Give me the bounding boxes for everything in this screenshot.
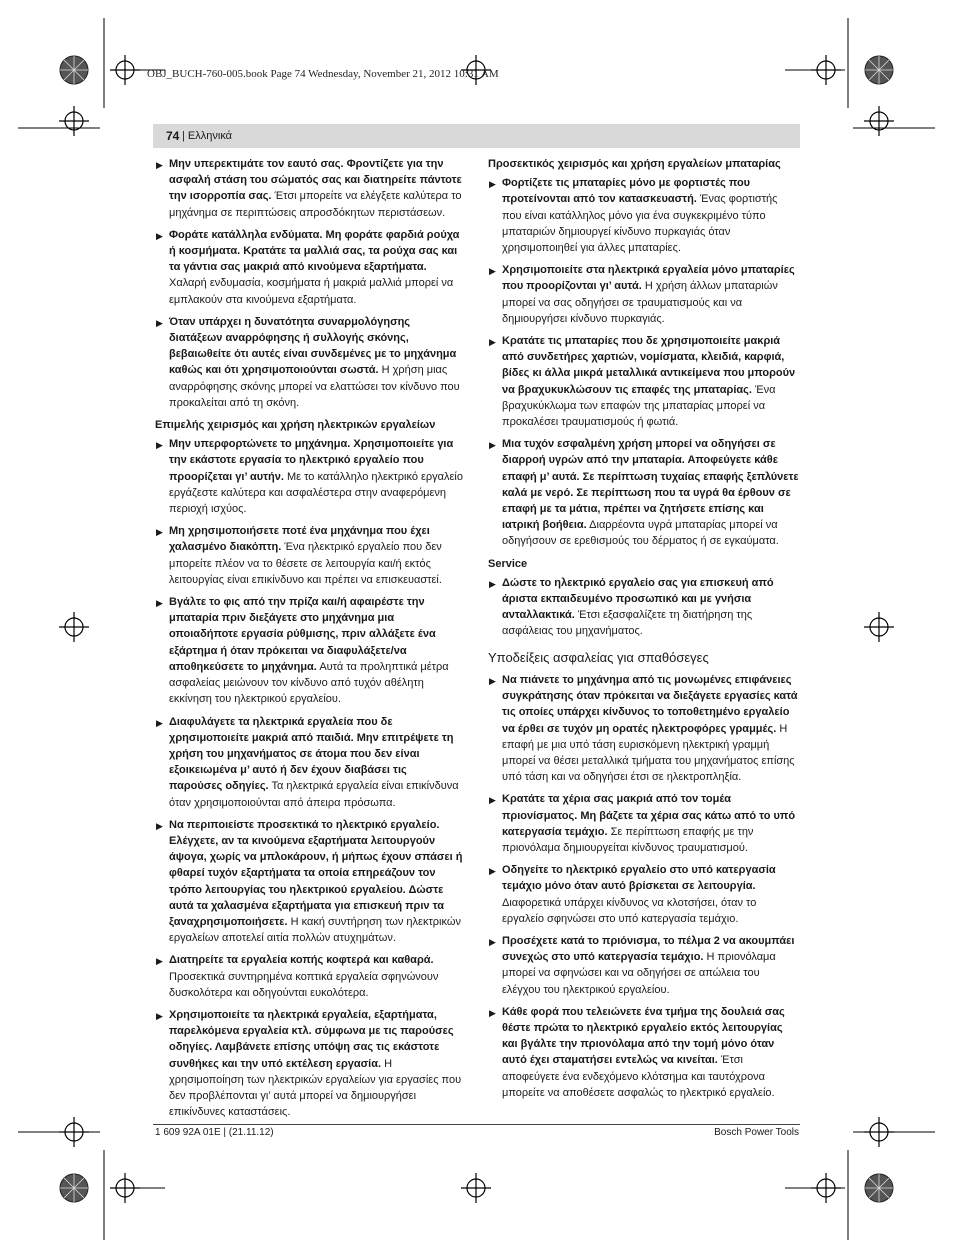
list-item: ▶ Φορτίζετε τις μπαταρίες μόνο με φορτιστές που προτείνονται από τον κατασκευαστή. Ένας φορτιστής που είναι κατάλληλος μόνο για ένα συγκεκριμένο τύπο μπαταριών δημιουργεί κίνδυνο πυρκαγιάς όταν χρησιμοποιηθεί για άλλες μπαταρίες. <box>489 177 778 255</box>
footer-divider <box>153 1124 800 1125</box>
footer-brand: Bosch Power Tools <box>714 1127 799 1138</box>
list-item: ▶ Προσέχετε κατά το πριόνισμα, το πέλμα 2 να ακουμπάει συνεχώς στο υπό κατεργασία τεμάχιο. Η πριονόλαμα μπορεί να σφηνώσει και να οδηγήσει σε απώλεια του ελέγχου του ηλεκτρικού εργαλείου. <box>489 934 795 996</box>
triangle-bullet-icon: ▶ <box>156 956 163 967</box>
page-number: 74 <box>166 129 180 143</box>
triangle-bullet-icon: ▶ <box>156 230 163 241</box>
section-title-saw-safety: Υποδείξεις ασφαλείας για σπαθόσεγες <box>488 649 709 665</box>
triangle-bullet-icon: ▶ <box>489 866 496 877</box>
triangle-bullet-icon: ▶ <box>489 675 496 686</box>
book-header-line: OBJ_BUCH-760-005.book Page 74 Wednesday, November 21, 2012 10:31 AM <box>147 68 499 80</box>
list-item: ▶ Χρησιμοποιείτε τα ηλεκτρικά εργαλεία, εξαρτήματα, παρελκόμενα εργαλεία κτλ. σύμφωνα με τις παρούσες οδηγίες. Λαμβάνετε επίσης υπόψη σας τις εκάστοτε συνθήκες και την υπό εκτέλεση εργασία. Η χρησιμοποίηση των ηλεκτρικών εργαλείων για εργασίες που δεν προβλέπονται γι’ αυτά μπορεί να δημιουργήσει επικίνδυνες καταστάσεις. <box>156 1008 462 1119</box>
triangle-bullet-icon: ▶ <box>489 440 496 451</box>
subheading-service: Service <box>488 557 528 570</box>
page-header-band <box>153 124 800 148</box>
list-item: ▶ Χρησιμοποιείτε στα ηλεκτρικά εργαλεία μόνο μπαταρίες που προορίζονται γι’ αυτά. Η χρήση άλλων μπαταριών μπορεί να σας οδηγήσει σε τραυματισμούς και να δημιουργήσει κίνδυνο πυρκαγιάς. <box>489 264 795 325</box>
triangle-bullet-icon: ▶ <box>156 1010 163 1021</box>
list-item: ▶ Να περιποιείστε προσεκτικά το ηλεκτρικό εργαλείο. Ελέγχετε, αν τα κινούμενα εξαρτήματα λειτουργούν άψογα, χωρίς να μπλοκάρουν, ή μήπως έχουν σπάσει ή φθαρεί τυχόν εξαρτήματα τα οποία επηρεάζουν τον τρόπο λειτουργίας του ηλεκτρικού εργαλείου. Δώστε αυτά τα χαλασμένα εξαρτήματα για επισκευή πριν τα ξαναχρησιμοποιήσετε. Η κακή συντήρηση των ηλεκτρικών εργαλείων αποτελεί αιτία πολλών ατυχημάτων. <box>156 818 463 945</box>
list-item: ▶ Διαφυλάγετε τα ηλεκτρικά εργαλεία που δε χρησιμοποιείτε μακριά από παιδιά. Μην επιτρέψετε τη χρήση του μηχανήματος σε άτομα που δεν είναι εξοικειωμένα μ’ αυτό ή δεν έχουν διαβάσει τις παρούσες οδηγίες. Τα ηλεκτρικά εργαλεία είναι επικίνδυνα όταν χρησιμοποιούνται από άπειρα πρόσωπα. <box>156 715 459 809</box>
list-item: ▶ Όταν υπάρχει η δυνατότητα συναρμολόγησης διατάξεων αναρρόφησης ή συλλογής σκόνης, βεβαιωθείτε ότι αυτές είναι συνδεμένες με το μηχάνημα καθώς και ότι χρησιμοποιούνται σωστά. Η χρήση μιας αναρρόφησης σκόνης μπορεί να ελαττώσει τον κίνδυνο που προκαλείται από τη σκόνη. <box>156 315 460 409</box>
right-column <box>488 156 800 1107</box>
triangle-bullet-icon: ▶ <box>489 578 496 589</box>
triangle-bullet-icon: ▶ <box>156 598 163 609</box>
triangle-bullet-icon: ▶ <box>489 1007 496 1018</box>
list-item: ▶ Κάθε φορά που τελειώνετε ένα τμήμα της δουλειά σας θέστε πρώτα το ηλεκτρικό εργαλείο εκτός λειτουργίας και βγάλτε την πριονόλαμα από την τομή μόνο όταν αυτό έχει σταματήσει εντελώς να κινείται. Έτσι αποφεύγετε ένα ενδεχόμενο κλότσημα και ταυτόχρονα μπορείτε να αποθέσετε ασφαλώς το ηλεκτρικό εργαλείο. <box>489 1005 785 1099</box>
list-item: ▶ Να πιάνετε το μηχάνημα από τις μονωμένες επιφάνειες συγκράτησης όταν πρόκειται να διεξάγετε εργασίες κατά τις οποίες υπάρχει κίνδυνος το τοποθετημένο εργαλείο να έρθει σε τυχόν μη ορατές ηλεκτροφόρες γραμμές. Η επαφή με μια υπό τάση ευρισκόμενη ηλεκτρική γραμμή μπορεί να θέσει μεταλλικά τμήματα του μηχανήματος επίσης υπό τάση και να οδηγήσει έτσι σε ηλεκτροπληξία. <box>489 673 798 784</box>
list-item: ▶ Μην υπερεκτιμάτε τον εαυτό σας. Φροντίζετε για την ασφαλή στάση του σώματός σας και διατηρείτε πάντοτε την ισορροπία σας. Έτσι μπορείτε να ελέγξετε καλύτερα το μηχάνημα σε περιπτώσεις απροσδόκητων περιστάσεων. <box>156 158 462 219</box>
triangle-bullet-icon: ▶ <box>156 160 163 170</box>
page-language: | Ελληνικά <box>182 130 233 142</box>
list-item: ▶ Μια τυχόν εσφαλμένη χρήση μπορεί να οδηγήσει σε διαρροή υγρών από την μπαταρία. Αποφεύγετε κάθε επαφή μ’ αυτά. Σε περίπτωση τυχαίας επαφής ξεπλύνετε καλά με νερό. Σε περίπτωση που τα υγρά θα έρθουν σε επαφή με τα μάτια, πρέπει να ζητήσετε επίσης και ιατρική βοήθεια. Διαρρέοντα υγρά μπαταρίας μπορεί να οδηγήσουν σε ερεθισμούς του δέρματος ή σε εγκαύματα. <box>489 438 799 548</box>
list-item: ▶ Μη χρησιμοποιήσετε ποτέ ένα μηχάνημα που έχει χαλασμένο διακόπτη. Ένα ηλεκτρικό εργαλείο που δεν μπορείτε πλέον να το θέσετε σε λειτουργία και/ή εκτός λειτουργίας είναι επικίνδυνο και πρέπει να επισκευαστεί. <box>156 525 442 586</box>
list-item: ▶ Κρατάτε τα χέρια σας μακριά από τον τομέα πριονίσματος. Μη βάζετε τα χέρια σας κάτω από το υπό κατεργασία τεμάχιο. Σε περίπτωση επαφής με την πριονόλαμα δημιουργείται κίνδυνος τραυματισμού. <box>489 793 796 854</box>
list-item: ▶ Κρατάτε τις μπαταρίες που δε χρησιμοποιείτε μακριά από συνδετήρες χαρτιών, νομίσματα, κλειδιά, καρφιά, βίδες κι άλλα μικρά μεταλλικά αντικείμενα που μπορούν να βραχυκυκλώσουν τις επαφές της μπαταρίας. Ένα βραχυκύκλωμα των επαφών της μπαταρίας μπορεί να προκαλέσει τραυματισμούς ή φωτιά. <box>489 335 796 429</box>
triangle-bullet-icon: ▶ <box>156 317 163 328</box>
footer-doc-code: 1 609 92A 01E | (21.11.12) <box>155 1127 274 1138</box>
list-item: ▶ Οδηγείτε το ηλεκτρικό εργαλείο στο υπό κατεργασία τεμάχιο μόνο όταν αυτό βρίσκεται σε λειτουργία. Διαφορετικά υπάρχει κίνδυνος να κλοτσήσει, όταν το εργαλείο σφηνώσει στο υπό κατεργασία τεμάχιο. <box>489 864 776 925</box>
triangle-bullet-icon: ▶ <box>489 337 496 348</box>
list-item: ▶ Δώστε το ηλεκτρικό εργαλείο σας για επισκευή από άριστα εκπαιδευμένο προσωπικό και με γνήσια ανταλλακτικά. Έτσι εξασφαλίζετε τη διατήρηση της ασφάλειας του μηχανήματος. <box>489 576 774 638</box>
triangle-bullet-icon: ▶ <box>489 266 496 277</box>
subheading-power-tools: Επιμελής χειρισμός και χρήση ηλεκτρικών εργαλείων <box>155 419 436 432</box>
subheading-battery-tools: Προσεκτικός χειρισμός και χρήση εργαλείων μπαταρίας <box>488 158 781 170</box>
list-item: ▶ Φοράτε κατάλληλα ενδύματα. Μη φοράτε φαρδιά ρούχα ή κοσμήματα. Κρατάτε τα μαλλιά σας, τα ρούχα σας και τα γάντια σας μακριά από κινούμενα εξαρτήματα. Χαλαρή ενδυμασία, κοσμήματα ή μακριά μαλλιά μπορεί να εμπλακούν στα κινούμενα εξαρτήματα. <box>156 228 460 306</box>
list-item: ▶ Βγάλτε το φις από την πρίζα και/ή αφαιρέστε την μπαταρία πριν διεξάγετε στο μηχάνημα μια οποιαδήποτε εργασία ρύθμισης, πριν αλλάξετε ένα εξάρτημα ή όταν πρόκειται να διαφυλάξετε/να αποθηκεύσετε το μηχάνημα. Αυτά τα προληπτικά μέτρα ασφαλείας μειώνουν τον κίνδυνο από τυχόν αθέλητη εκκίνηση του ηλεκτρικού εργαλείου. <box>156 596 449 706</box>
list-item: ▶ Διατηρείτε τα εργαλεία κοπής κοφτερά και καθαρά. Προσεκτικά συντηρημένα κοπτικά εργαλεία σφηνώνουν δυσκολότερα και οδηγούνται ευκολότερα. <box>156 954 439 999</box>
triangle-bullet-icon: ▶ <box>489 795 496 806</box>
triangle-bullet-icon: ▶ <box>156 440 163 451</box>
triangle-bullet-icon: ▶ <box>156 820 163 831</box>
left-column <box>155 156 463 1126</box>
triangle-bullet-icon: ▶ <box>489 936 496 947</box>
list-item: ▶ Μην υπερφορτώνετε το μηχάνημα. Χρησιμοποιείτε για την εκάστοτε εργασία το ηλεκτρικό εργαλείο που προορίζεται γι’ αυτήν. Με το κατάλληλο ηλεκτρικό εργαλείο εργάζεστε καλύτερα και ασφαλέστερα στην αναφερόμενη περιοχή ισχύος. <box>156 438 463 516</box>
triangle-bullet-icon: ▶ <box>489 179 496 190</box>
triangle-bullet-icon: ▶ <box>156 527 163 538</box>
triangle-bullet-icon: ▶ <box>156 717 163 728</box>
